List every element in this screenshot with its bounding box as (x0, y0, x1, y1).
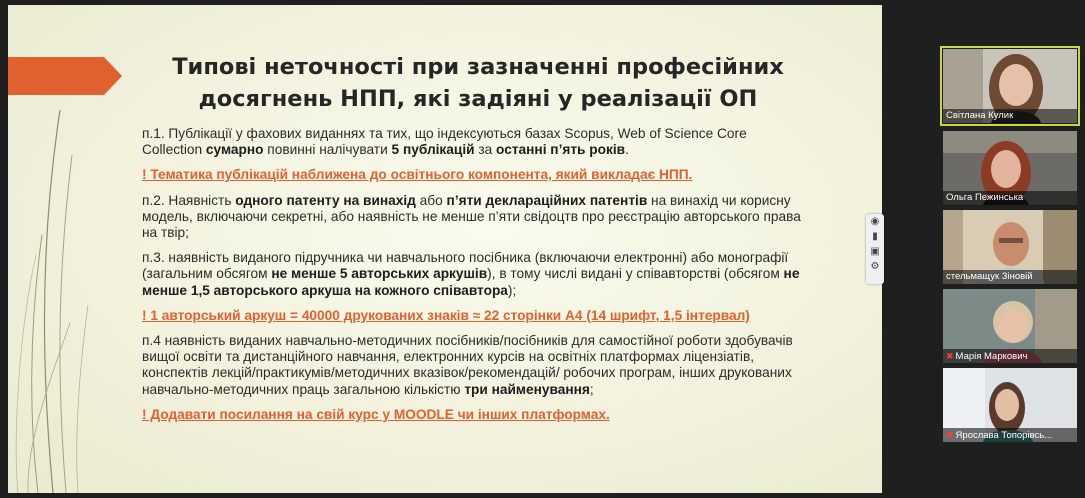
bold-text: сумарно (205, 142, 264, 158)
text: або (415, 192, 447, 208)
participant-name-bar (943, 270, 1077, 284)
muted-mic-icon: ✖ (946, 430, 954, 440)
camera-icon[interactable]: ◉ (870, 216, 880, 227)
bold-text: три найменування (464, 381, 590, 397)
participant-name-bar (943, 191, 1077, 205)
participant-tile[interactable] (943, 49, 1077, 123)
paragraph-p4 (142, 333, 802, 398)
bold-text: останні п’ять років (496, 142, 626, 158)
presentation-slide (8, 5, 882, 493)
settings-icon[interactable]: ⚙ (870, 261, 880, 272)
participant-tile[interactable] (943, 368, 1077, 442)
text: повинні налічувати (263, 142, 392, 158)
text: ), в тому числі видані у співавторстві (обсягом (487, 266, 784, 282)
participant-name: Світлана Кулик (946, 110, 1014, 121)
text: ; (589, 381, 594, 397)
text: п.1. Публікації у фахових виданнях та тих, що індексуються базах Scopus, Web of Science Core Collection (142, 126, 747, 158)
slide-body (142, 126, 802, 432)
floating-toolbar (866, 214, 884, 284)
participants-strip (938, 47, 1081, 447)
participant-name: стельмащук Зіновій (946, 271, 1033, 282)
participant-name: Ольга Пежинська (946, 192, 1024, 203)
text: ); (507, 282, 517, 298)
slide-title: Типові неточності при зазначенні професійних досягнень НПП, які задіяні у реалізації ОП (172, 54, 784, 112)
bold-text: одного патенту на винахід (235, 192, 416, 208)
muted-mic-icon: ✖ (946, 351, 954, 361)
image-icon[interactable]: ▣ (870, 246, 880, 257)
bold-text: 5 публікацій (391, 142, 475, 158)
participant-tile[interactable] (943, 131, 1077, 205)
participant-name: Ярослава Топорівсь... (955, 430, 1053, 441)
participant-name-bar (943, 428, 1077, 442)
bold-text: п’яти деклараційних патентів (446, 192, 648, 208)
text: п.4 наявність виданих навчально-методичних посібників/посібників для самостійної роботи здобувачів вищої освіти та дистанційного навчання, електронних курсів на освітніх платформах ліцензіатів, конспектів лекцій/практикумів/методичних вказівок/рекомендацій/ робочих програм, інших друкованих навчально-методичних праць загальною кількістю (142, 333, 793, 397)
participant-tile[interactable] (943, 289, 1077, 363)
participant-name-bar (943, 349, 1077, 363)
text: п.2. Наявність (142, 192, 236, 208)
text: на винахід чи корисну модель, включаючи секретні, або наявність не менше п’яти свідоцтв про реєстрацію авторського права на твір; (142, 192, 801, 241)
text: п.3. наявність виданого підручника чи навчального посібника (включаючи електронні) або монографії (загальним обсягом (142, 250, 789, 282)
text: . (625, 142, 629, 158)
highlight-note-2: ! 1 авторський аркуш = 40000 друкованих знаків ≈ 22 сторінки А4 (14 шрифт, 1,5 інтервал) (142, 307, 750, 323)
highlight-note-1: ! Тематика публікацій наближена до освітнього компонента, який викладає НПП. (142, 167, 693, 183)
title-arrow-shape (8, 57, 122, 95)
video-icon[interactable]: ▮ (872, 231, 878, 242)
paragraph-p2 (142, 193, 802, 242)
highlight-note-3: ! Додавати посилання на свій курс у MOODLE чи інших платформах. (142, 406, 610, 422)
text: за (474, 142, 497, 158)
paragraph-p1 (142, 126, 802, 158)
paragraph-p3 (142, 250, 802, 299)
participant-name-bar (943, 109, 1077, 123)
bold-text: не менше 5 авторських аркушів (271, 266, 488, 282)
participant-name: Марія Маркович (955, 351, 1028, 362)
bold-text: не менше 1,5 авторського аркуша на кожного співавтора (142, 266, 800, 298)
participant-tile[interactable] (943, 210, 1077, 284)
